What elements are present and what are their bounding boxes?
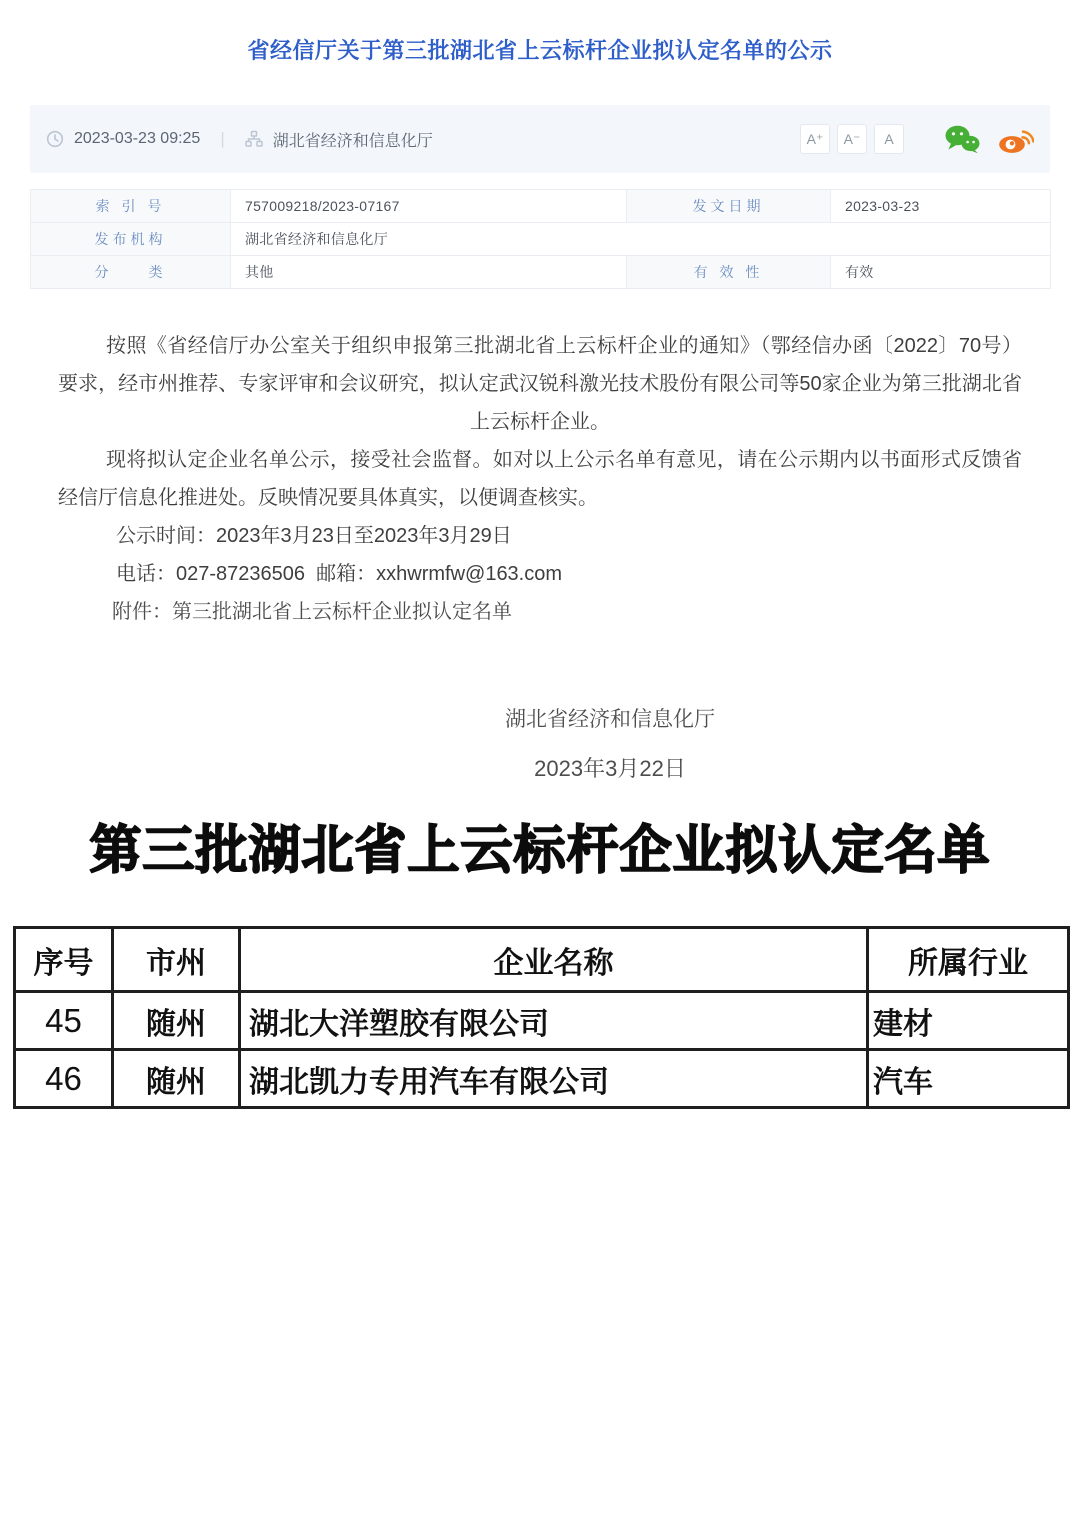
attachment-line: 附件：第三批湖北省上云标杆企业拟认定名单 xyxy=(112,601,512,623)
signature-block xyxy=(128,701,1080,788)
cell-serial: 46 xyxy=(15,1050,113,1108)
signature-date: 2023年3月22日 xyxy=(534,756,686,781)
cell-city: 随州 xyxy=(113,1050,240,1108)
page-title: 省经信厅关于第三批湖北省上云标杆企业拟认定名单的公示 xyxy=(247,38,833,63)
signature-organization: 湖北省经济和信息化厅 xyxy=(505,708,715,731)
document-body xyxy=(58,327,1022,788)
info-row xyxy=(31,256,1051,289)
cell-city: 随州 xyxy=(113,992,240,1050)
weibo-share-icon[interactable] xyxy=(998,124,1034,154)
publish-time: 2023-03-23 09:25 xyxy=(74,130,201,147)
attachment-list-heading: 第三批湖北省上云标杆企业拟认定名单 xyxy=(89,821,991,881)
cell-company: 湖北大洋塑胶有限公司 xyxy=(240,992,868,1050)
info-label-category: 分 类 xyxy=(31,256,231,289)
cell-company: 湖北凯力专用汽车有限公司 xyxy=(240,1050,868,1108)
body-paragraph-2: 现将拟认定企业名单公示，接受社会监督。如对以上公示名单有意见，请在公示期内以书面形式反馈省经信厅信息化推进处。反映情况要具体真实，以便调查核实。 xyxy=(58,449,1022,509)
header-city: 市州 xyxy=(113,928,240,992)
table-header-row xyxy=(15,928,1069,992)
publicity-time-line: 公示时间：2023年3月23日至2023年3月29日 xyxy=(116,525,512,547)
info-value-validity: 有效 xyxy=(831,256,1051,289)
info-label-issue-date: 发文日期 xyxy=(627,190,831,223)
info-label-validity: 有 效 性 xyxy=(627,256,831,289)
info-value-issue-date: 2023-03-23 xyxy=(831,190,1051,223)
table-row xyxy=(15,1050,1069,1108)
header-serial: 序号 xyxy=(15,928,113,992)
info-value-index: 757009218/2023-07167 xyxy=(231,190,627,223)
cell-serial: 45 xyxy=(15,992,113,1050)
info-label-index: 索 引 号 xyxy=(31,190,231,223)
clock-icon xyxy=(46,130,64,148)
font-increase-button[interactable]: A⁺ xyxy=(800,124,830,154)
meta-info xyxy=(46,128,433,151)
header-industry: 所属行业 xyxy=(868,928,1069,992)
table-row xyxy=(15,992,1069,1050)
header-company: 企业名称 xyxy=(240,928,868,992)
info-row xyxy=(31,223,1051,256)
cell-industry: 汽车 xyxy=(868,1050,1069,1108)
cell-industry: 建材 xyxy=(868,992,1069,1050)
contact-line: 电话：027-87236506 邮箱：xxhwrmfw@163.com xyxy=(116,563,563,585)
meta-bar xyxy=(30,105,1050,173)
publish-source: 湖北省经济和信息化厅 xyxy=(272,132,433,150)
font-default-button[interactable]: A xyxy=(874,124,904,154)
info-value-issuer: 湖北省经济和信息化厅 xyxy=(231,223,1051,256)
org-icon xyxy=(245,130,263,148)
company-list-table xyxy=(13,926,1070,1109)
font-decrease-button[interactable]: A⁻ xyxy=(837,124,867,154)
body-paragraph-1: 按照《省经信厅办公室关于组织申报第三批湖北省上云标杆企业的通知》（鄂经信办函〔2022〕70号）要求，经市州推荐、专家评审和会议研究，拟认定武汉锐科激光技术股份有限公司等50家企业为第三批湖北省上云标杆企业。 xyxy=(58,335,1022,433)
document-info-table xyxy=(30,189,1051,289)
meta-divider: | xyxy=(220,129,225,148)
info-row xyxy=(31,190,1051,223)
info-label-issuer: 发布机构 xyxy=(31,223,231,256)
meta-actions xyxy=(793,124,1034,154)
wechat-share-icon[interactable] xyxy=(944,124,980,154)
info-value-category: 其他 xyxy=(231,256,627,289)
